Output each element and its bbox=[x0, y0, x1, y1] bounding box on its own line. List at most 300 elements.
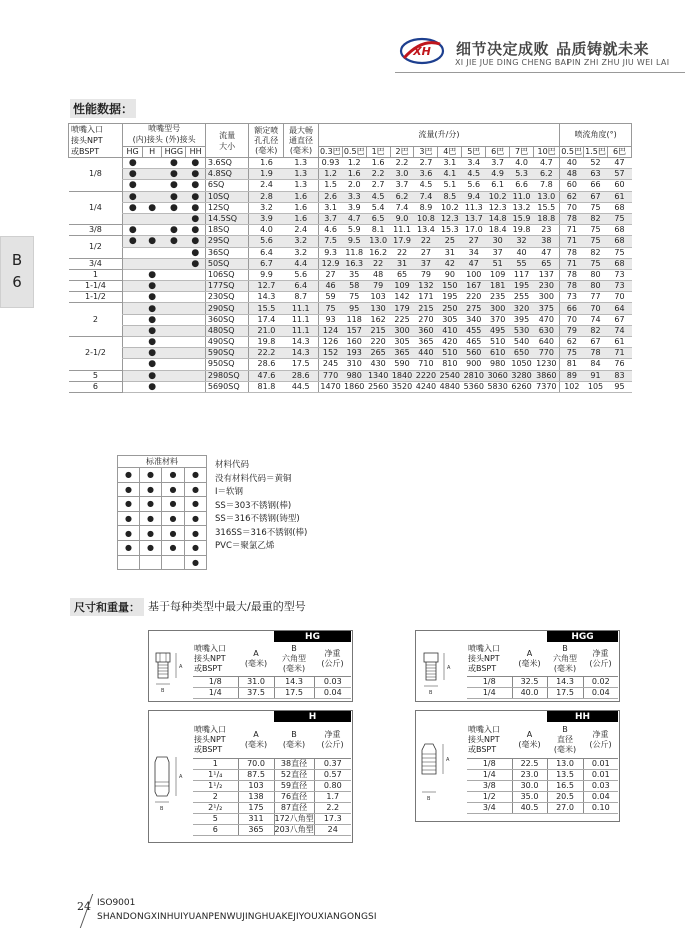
dimension-cell: 22.5 bbox=[512, 758, 547, 769]
hg-type-label: HG bbox=[274, 631, 351, 642]
model-availability-dot: ● bbox=[142, 269, 162, 280]
model-availability-dot: ● bbox=[142, 370, 162, 381]
svg-text:A: A bbox=[179, 664, 183, 670]
capacity-size-cell: 590SQ bbox=[205, 348, 248, 359]
dimension-cell: 0.01 bbox=[583, 769, 618, 780]
data-cell: 2.7 bbox=[366, 180, 390, 191]
data-cell: 10.8 bbox=[414, 213, 438, 224]
dimension-cell: 17.5 bbox=[274, 687, 314, 698]
material-legend-item: PVC＝聚氯乙烯 bbox=[215, 541, 275, 551]
dimension-cell: 0.80 bbox=[314, 780, 351, 791]
table-row bbox=[69, 158, 632, 169]
model-availability-dot bbox=[186, 281, 206, 292]
data-cell: 4.7 bbox=[342, 213, 366, 224]
model-col-hh: HH bbox=[186, 146, 206, 157]
data-cell: 78 bbox=[560, 213, 584, 224]
model-availability-dot: ● bbox=[142, 337, 162, 348]
data-cell: 11.3 bbox=[462, 202, 486, 213]
data-cell: 75 bbox=[584, 236, 608, 247]
material-dot: ● bbox=[140, 497, 162, 512]
data-cell: 67 bbox=[607, 314, 631, 325]
dimension-cell: 14.3 bbox=[274, 676, 314, 687]
data-cell: 365 bbox=[414, 337, 438, 348]
data-cell: 90 bbox=[438, 269, 462, 280]
data-cell: 132 bbox=[414, 281, 438, 292]
data-cell: 13.2 bbox=[510, 202, 534, 213]
slogan-cn-2: 品质铸就未来 bbox=[556, 40, 650, 58]
pressure-col: 0.3巴 bbox=[319, 146, 341, 156]
data-cell: 70 bbox=[560, 314, 584, 325]
data-cell: 109 bbox=[390, 281, 414, 292]
dimension-cell: 1 bbox=[193, 758, 238, 769]
data-cell: 4.1 bbox=[438, 169, 462, 180]
data-cell: 4.5 bbox=[462, 169, 486, 180]
data-cell: 3280 bbox=[511, 370, 532, 380]
slogan-cn-1: 细节决定成败 bbox=[456, 40, 550, 58]
model-availability-dot: ● bbox=[142, 314, 162, 325]
material-dot: ● bbox=[140, 511, 162, 526]
model-availability-dot bbox=[186, 370, 206, 381]
data-cell: 68 bbox=[607, 225, 631, 236]
dimension-cell: 6 bbox=[193, 824, 238, 835]
data-cell: 14.3 bbox=[284, 337, 319, 348]
capacity-size-cell: 230SQ bbox=[205, 292, 248, 303]
data-cell: 71 bbox=[560, 258, 584, 269]
data-cell: 3.2 bbox=[284, 236, 319, 247]
data-cell: 152 bbox=[318, 348, 342, 359]
data-cell: 160 bbox=[342, 337, 366, 348]
data-cell: 11.8 bbox=[342, 247, 366, 258]
data-cell: 18.8 bbox=[534, 213, 560, 224]
dimension-cell: 70.0 bbox=[238, 758, 274, 769]
model-availability-dot bbox=[186, 359, 206, 370]
data-cell: 215 bbox=[414, 303, 438, 314]
svg-text:A: A bbox=[446, 757, 450, 763]
material-dot: ● bbox=[140, 468, 162, 483]
data-cell: 1.3 bbox=[284, 169, 319, 180]
material-row bbox=[118, 468, 207, 483]
model-col-hg: HG bbox=[123, 146, 143, 157]
model-availability-dot: ● bbox=[123, 191, 143, 202]
data-cell: 79 bbox=[560, 325, 584, 336]
model-availability-dot bbox=[162, 269, 186, 280]
dimension-cell: 13.5 bbox=[547, 769, 583, 780]
model-header: 喷嘴型号 bbox=[123, 124, 206, 135]
model-availability-dot: ● bbox=[162, 158, 186, 169]
data-cell: 28.6 bbox=[249, 359, 284, 370]
model-availability-dot: ● bbox=[162, 236, 186, 247]
data-cell: 61 bbox=[607, 337, 631, 348]
table-row bbox=[69, 225, 632, 236]
model-availability-dot bbox=[162, 292, 186, 303]
data-cell: 79 bbox=[366, 281, 390, 292]
material-legend-item: 没有材料代码＝黄铜 bbox=[215, 473, 292, 484]
data-cell: 25 bbox=[438, 236, 462, 247]
data-cell: 9.0 bbox=[390, 213, 414, 224]
material-dot: ● bbox=[118, 468, 140, 483]
model-availability-dot bbox=[123, 381, 143, 392]
model-availability-dot bbox=[123, 292, 143, 303]
model-availability-dot: ● bbox=[123, 225, 143, 236]
data-cell: 27 bbox=[318, 269, 342, 280]
data-cell: 42 bbox=[438, 258, 462, 269]
data-cell: 31 bbox=[438, 247, 462, 258]
data-cell: 13.7 bbox=[462, 213, 486, 224]
dimension-cell: 40.5 bbox=[512, 802, 547, 813]
data-cell: 6.6 bbox=[510, 180, 534, 191]
dimension-cell: 0.01 bbox=[583, 758, 618, 769]
data-cell: 220 bbox=[366, 337, 390, 348]
dimension-cell: 138 bbox=[238, 791, 274, 802]
data-cell: 5.6 bbox=[462, 180, 486, 191]
data-cell: 68 bbox=[607, 258, 631, 269]
data-cell: 310 bbox=[342, 359, 366, 370]
dimension-cell: 0.10 bbox=[583, 802, 618, 813]
data-cell: 2.2 bbox=[390, 158, 414, 169]
data-cell: 95 bbox=[342, 303, 366, 314]
data-cell: 78 bbox=[584, 348, 608, 359]
model-availability-dot bbox=[162, 247, 186, 258]
dimension-cell: 27.0 bbox=[547, 802, 583, 813]
data-cell: 9.3 bbox=[318, 247, 342, 258]
data-cell: 370 bbox=[486, 314, 510, 325]
svg-text:A: A bbox=[179, 774, 183, 780]
data-cell: 14.3 bbox=[284, 348, 319, 359]
data-cell: 100 bbox=[462, 269, 486, 280]
model-availability-dot bbox=[186, 337, 206, 348]
data-cell: 7.4 bbox=[390, 202, 414, 213]
data-cell: 27 bbox=[462, 236, 486, 247]
data-cell: 78 bbox=[560, 281, 584, 292]
data-cell: 1.3 bbox=[284, 180, 319, 191]
data-cell: 410 bbox=[438, 325, 462, 336]
table-row bbox=[193, 824, 351, 835]
table-row bbox=[467, 780, 618, 791]
table-row bbox=[69, 281, 632, 292]
data-cell: 10.2 bbox=[438, 202, 462, 213]
capacity-size-cell: 29SQ bbox=[205, 236, 248, 247]
data-cell: 810 bbox=[438, 359, 462, 370]
data-cell: 3.2 bbox=[249, 202, 284, 213]
data-cell: 67 bbox=[584, 337, 608, 348]
data-cell: 2560 bbox=[367, 381, 389, 391]
table-row bbox=[193, 676, 351, 687]
material-dot: ● bbox=[185, 555, 207, 570]
model-availability-dot bbox=[162, 359, 186, 370]
model-availability-dot: ● bbox=[186, 180, 206, 191]
data-cell: 4.9 bbox=[486, 169, 510, 180]
data-cell: 37 bbox=[414, 258, 438, 269]
data-cell: 47.6 bbox=[249, 370, 284, 381]
dimension-cell: 0.03 bbox=[314, 676, 351, 687]
dimension-cell: 311 bbox=[238, 813, 274, 824]
data-cell: 3.1 bbox=[438, 158, 462, 169]
inlet-size-cell: 2-1/2 bbox=[69, 337, 123, 371]
data-cell: 1.5 bbox=[318, 180, 342, 191]
data-cell: 76 bbox=[607, 359, 631, 370]
model-availability-dot bbox=[186, 314, 206, 325]
data-cell: 11.1 bbox=[284, 303, 319, 314]
dimension-cell: 172八角型 bbox=[274, 813, 314, 823]
model-availability-dot bbox=[162, 337, 186, 348]
data-cell: 16.2 bbox=[366, 247, 390, 258]
data-cell: 630 bbox=[534, 325, 560, 336]
data-cell: 52 bbox=[584, 158, 608, 169]
data-cell: 102 bbox=[560, 381, 584, 392]
data-cell: 2.8 bbox=[249, 191, 284, 202]
data-cell: 22.2 bbox=[249, 348, 284, 359]
inlet-size-cell: 1/2 bbox=[69, 236, 123, 258]
data-cell: 17.5 bbox=[284, 359, 319, 370]
model-availability-dot: ● bbox=[123, 236, 143, 247]
data-cell: 470 bbox=[534, 314, 560, 325]
data-cell: 340 bbox=[462, 314, 486, 325]
materials-table bbox=[117, 455, 207, 570]
data-cell: 83 bbox=[607, 370, 631, 381]
dimension-cell: 1/4 bbox=[467, 687, 512, 698]
data-cell: 17.0 bbox=[462, 225, 486, 236]
data-cell: 300 bbox=[534, 292, 560, 303]
data-cell: 2.0 bbox=[342, 180, 366, 191]
data-cell: 900 bbox=[462, 359, 486, 370]
data-cell: 5.1 bbox=[438, 180, 462, 191]
material-legend-item: 材料代码 bbox=[215, 460, 250, 470]
data-cell: 27 bbox=[414, 247, 438, 258]
angle-pressure-col: 1.5巴 bbox=[585, 146, 606, 156]
capacity-size-cell: 950SQ bbox=[205, 359, 248, 370]
data-cell: 3.2 bbox=[284, 247, 319, 258]
h-nozzle-icon bbox=[150, 752, 190, 814]
data-cell: 9.9 bbox=[249, 269, 284, 280]
data-cell: 40 bbox=[510, 247, 534, 258]
material-dot bbox=[118, 555, 140, 570]
data-cell: 22 bbox=[414, 236, 438, 247]
data-cell: 2.7 bbox=[414, 158, 438, 169]
dimension-cell: 37.5 bbox=[238, 687, 274, 698]
data-cell: 11.1 bbox=[284, 325, 319, 336]
data-cell: 126 bbox=[318, 337, 342, 348]
table-row bbox=[69, 269, 632, 280]
dimension-cell: 31.0 bbox=[238, 676, 274, 687]
inlet-size-cell: 1-1/2 bbox=[69, 292, 123, 303]
material-dot: ● bbox=[185, 526, 207, 541]
model-availability-dot bbox=[123, 269, 143, 280]
model-availability-dot bbox=[186, 269, 206, 280]
data-cell: 5.6 bbox=[249, 236, 284, 247]
data-cell: 430 bbox=[366, 359, 390, 370]
data-cell: 230 bbox=[534, 281, 560, 292]
data-cell: 75 bbox=[584, 202, 608, 213]
data-cell: 3.9 bbox=[249, 213, 284, 224]
dimension-cell: 59直径 bbox=[274, 780, 314, 791]
data-cell: 5830 bbox=[487, 381, 508, 391]
data-cell: 47 bbox=[462, 258, 486, 269]
model-availability-dot bbox=[142, 247, 162, 258]
dimension-cell: 38直径 bbox=[274, 758, 314, 769]
inlet-size-cell: 5 bbox=[69, 370, 123, 381]
inlet-size-cell: 1-1/4 bbox=[69, 281, 123, 292]
model-availability-dot bbox=[162, 281, 186, 292]
data-cell: 3.9 bbox=[342, 202, 366, 213]
data-cell: 1.6 bbox=[284, 202, 319, 213]
model-availability-dot bbox=[162, 325, 186, 336]
data-cell: 9.4 bbox=[462, 191, 486, 202]
table-row bbox=[69, 213, 632, 224]
capacity-header: 流量 大小 bbox=[205, 124, 248, 158]
model-availability-dot: ● bbox=[186, 247, 206, 258]
table-row bbox=[69, 236, 632, 247]
model-availability-dot: ● bbox=[186, 202, 206, 213]
capacity-size-cell: 14.5SQ bbox=[205, 213, 248, 224]
data-cell: 320 bbox=[510, 303, 534, 314]
inlet-header: 喷嘴入口 接头NPT 或BSPT bbox=[69, 124, 123, 158]
section-tab-number: 6 bbox=[12, 273, 22, 291]
capacity-size-cell: 36SQ bbox=[205, 247, 248, 258]
data-cell: 195 bbox=[438, 292, 462, 303]
data-cell: 7.5 bbox=[318, 236, 342, 247]
dimension-cell: 1¹/₄ bbox=[193, 769, 238, 780]
dimension-cell: 17.5 bbox=[547, 687, 583, 698]
data-cell: 71 bbox=[607, 348, 631, 359]
dimension-cell: 175 bbox=[238, 802, 274, 813]
model-availability-dot: ● bbox=[186, 169, 206, 180]
model-col-h: H bbox=[142, 146, 162, 157]
data-cell: 75 bbox=[584, 258, 608, 269]
model-subheader: (内)接头 (外)接头 bbox=[123, 135, 206, 146]
data-cell: 58 bbox=[342, 281, 366, 292]
dimension-cell: 1¹/₂ bbox=[193, 780, 238, 791]
hg-table: HG 喷嘴入口 接头NPT 或BSPT A (毫米) B 六角型 (毫米) 净重 (公斤) 1/8 31.0 14.3 0.03 1/4 37.5 17.5 0.04 bbox=[193, 631, 351, 699]
data-cell: 31 bbox=[390, 258, 414, 269]
material-dot: ● bbox=[185, 468, 207, 483]
model-availability-dot bbox=[123, 258, 143, 269]
data-cell: 48 bbox=[366, 269, 390, 280]
data-cell: 78 bbox=[560, 269, 584, 280]
data-cell: 770 bbox=[318, 370, 342, 381]
data-cell: 1230 bbox=[534, 359, 560, 370]
orifice-header: 额定喷 孔孔径 (毫米) bbox=[249, 124, 284, 158]
data-cell: 80 bbox=[584, 281, 608, 292]
data-cell: 365 bbox=[390, 348, 414, 359]
pressure-col: 5巴 bbox=[462, 146, 486, 157]
header-divider bbox=[395, 72, 685, 73]
data-cell: 171 bbox=[414, 292, 438, 303]
dimension-cell: 2¹/₂ bbox=[193, 802, 238, 813]
material-legend-item: 316SS＝316不锈钢(棒) bbox=[215, 527, 308, 538]
table-row bbox=[467, 687, 618, 698]
data-cell: 270 bbox=[414, 314, 438, 325]
hgg-table: HGG 喷嘴入口 接头NPT 或BSPT A (毫米) B 六角型 (毫米) 净重 (公斤) 1/8 32.5 14.3 0.02 1/4 40.0 17.5 0.04 bbox=[467, 631, 618, 699]
data-cell: 4.0 bbox=[249, 225, 284, 236]
data-cell: 4.7 bbox=[534, 158, 560, 169]
table-row bbox=[193, 813, 351, 824]
data-cell: 71 bbox=[560, 236, 584, 247]
table-row bbox=[467, 676, 618, 687]
table-row bbox=[69, 337, 632, 348]
page-number: 24 bbox=[77, 900, 91, 913]
pressure-col: 7巴 bbox=[510, 146, 534, 157]
material-legend-item: I＝软钢 bbox=[215, 487, 244, 497]
data-cell: 1860 bbox=[344, 381, 365, 391]
data-cell: 3060 bbox=[487, 370, 508, 380]
data-cell: 590 bbox=[390, 359, 414, 370]
data-cell: 34 bbox=[462, 247, 486, 258]
data-cell: 1.6 bbox=[342, 169, 366, 180]
data-cell: 1.9 bbox=[249, 169, 284, 180]
dimension-cell: 0.04 bbox=[314, 687, 351, 698]
data-cell: 66 bbox=[584, 180, 608, 191]
capacity-size-cell: 4.8SQ bbox=[205, 169, 248, 180]
material-dot: ● bbox=[118, 526, 140, 541]
table-row bbox=[467, 758, 618, 769]
material-dot: ● bbox=[185, 482, 207, 497]
capacity-size-cell: 3.6SQ bbox=[205, 158, 248, 169]
section-tab-letter: B bbox=[11, 251, 23, 269]
hgg-nozzle-icon bbox=[418, 650, 458, 700]
dimension-cell: 0.04 bbox=[583, 791, 618, 802]
pressure-col: 0.5巴 bbox=[343, 146, 365, 156]
model-availability-dot: ● bbox=[162, 169, 186, 180]
data-cell: 51 bbox=[486, 258, 510, 269]
data-cell: 48 bbox=[560, 169, 584, 180]
dimension-cell: 3/8 bbox=[467, 780, 512, 791]
model-availability-dot: ● bbox=[186, 158, 206, 169]
table-row bbox=[69, 292, 632, 303]
table-row bbox=[69, 258, 632, 269]
h-table: H 喷嘴入口 接头NPT 或BSPT A (毫米) B (毫米) 净重 (公斤) 1 70.0 38直径 0.37 1¹/₄ 87.5 52直径 0.57 1¹/₂ 103 59直径 0.80 2 138 76直径 1.7 2¹/₂ 175 87直径 2.2 5 311 172八角型 17.3 6 365 203八角型 24 bbox=[193, 711, 351, 836]
material-dot: ● bbox=[162, 511, 185, 526]
data-cell: 62 bbox=[560, 191, 584, 202]
data-cell: 275 bbox=[462, 303, 486, 314]
data-cell: 225 bbox=[390, 314, 414, 325]
model-availability-dot: ● bbox=[186, 258, 206, 269]
data-cell: 105 bbox=[584, 381, 608, 392]
material-dot bbox=[140, 555, 162, 570]
data-cell: 75 bbox=[584, 225, 608, 236]
data-cell: 15.9 bbox=[510, 213, 534, 224]
table-row bbox=[193, 780, 351, 791]
data-cell: 11.1 bbox=[390, 225, 414, 236]
hgg-type-label: HGG bbox=[547, 631, 618, 642]
dimension-cell: 1/8 bbox=[193, 676, 238, 687]
data-cell: 1.2 bbox=[342, 158, 366, 169]
data-cell: 73 bbox=[607, 281, 631, 292]
data-cell: 22 bbox=[390, 247, 414, 258]
data-cell: 2.4 bbox=[284, 225, 319, 236]
dimension-cell: 365 bbox=[238, 824, 274, 835]
data-cell: 360 bbox=[414, 325, 438, 336]
model-availability-dot bbox=[142, 169, 162, 180]
data-cell: 12.3 bbox=[486, 202, 510, 213]
capacity-size-cell: 12SQ bbox=[205, 202, 248, 213]
data-cell: 395 bbox=[510, 314, 534, 325]
data-cell: 150 bbox=[438, 281, 462, 292]
section-tab[interactable] bbox=[0, 236, 34, 308]
material-dot: ● bbox=[140, 482, 162, 497]
data-cell: 75 bbox=[342, 292, 366, 303]
material-dot bbox=[162, 555, 185, 570]
table-row bbox=[69, 169, 632, 180]
inlet-size-cell: 1/4 bbox=[69, 191, 123, 225]
data-cell: 32 bbox=[510, 236, 534, 247]
pressure-col: 1巴 bbox=[366, 146, 390, 157]
material-dot: ● bbox=[118, 482, 140, 497]
pressure-col: 2巴 bbox=[390, 146, 414, 157]
model-availability-dot: ● bbox=[142, 381, 162, 392]
capacity-size-cell: 290SQ bbox=[205, 303, 248, 314]
data-cell: 130 bbox=[366, 303, 390, 314]
data-cell: 3.7 bbox=[486, 158, 510, 169]
